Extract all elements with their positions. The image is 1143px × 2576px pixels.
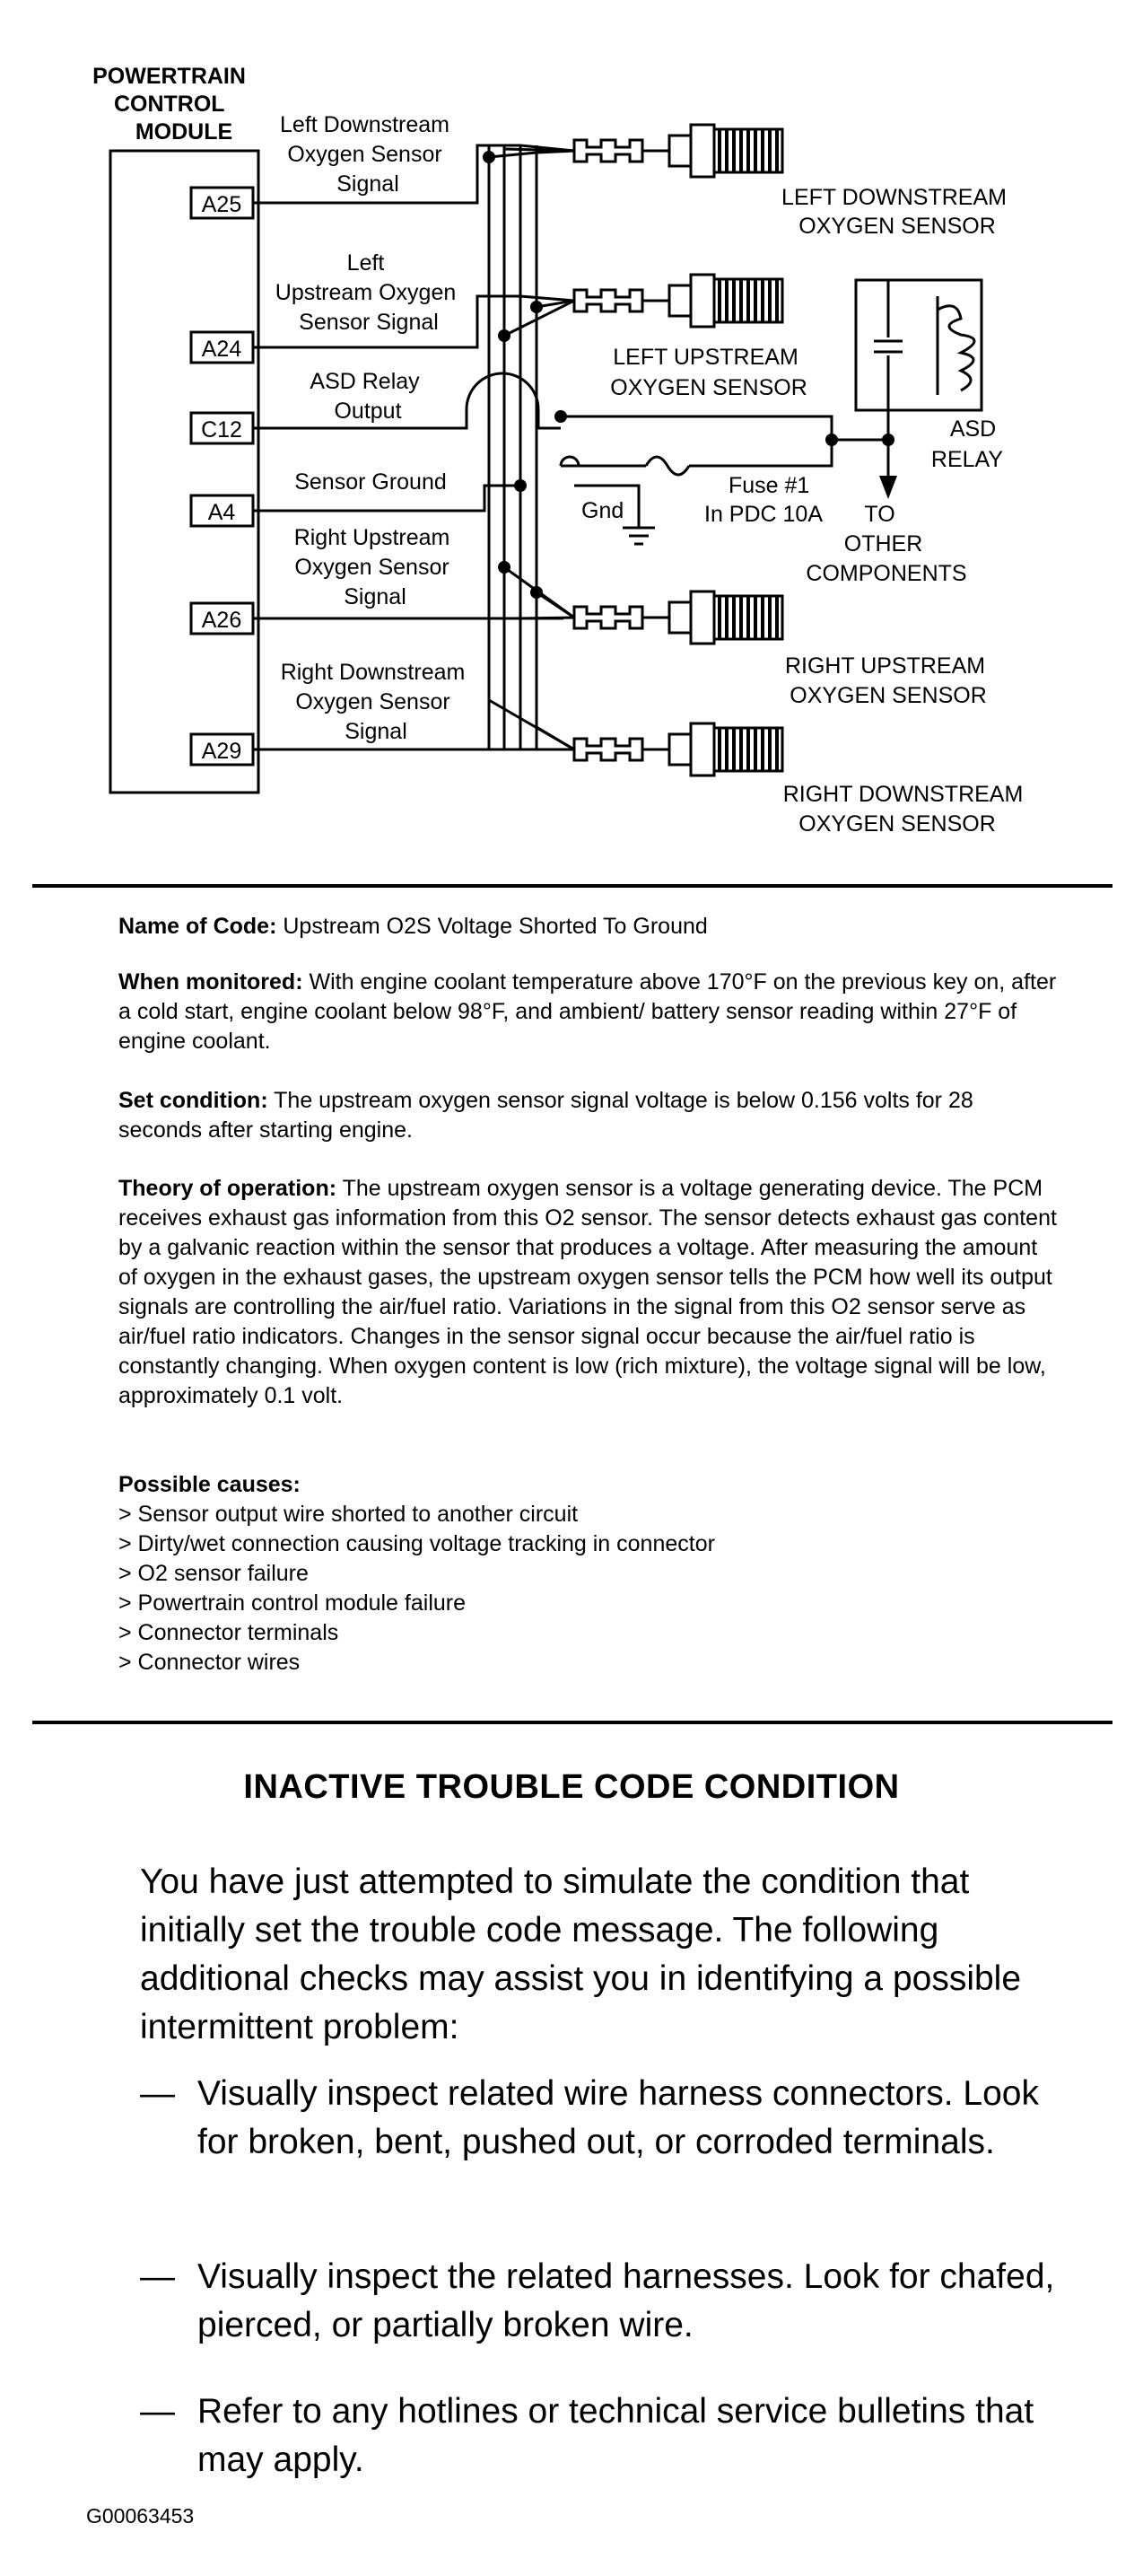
right-downstream-sensor-label: RIGHT DOWNSTREAM OXYGEN SENSOR	[782, 782, 1024, 837]
divider-top	[32, 884, 1112, 888]
name-of-code-label: Name of Code:	[118, 914, 277, 939]
theory-value: The upstream oxygen sensor is a voltage generating device. The PCM receives exhaust gas information from this O2 sensor. The sensor detects exhaust gas content by a galvanic reaction within the sensor that produces a voltage. After measuring the amount of oxygen in the exhaust gases, the upstream oxygen sensor tells the PCM how well its output signals are controlling the air/fuel ratio. Variations in the signal from this O2 sensor serve as air/fuel ratio indicators. Changes in the sensor signal occur because the air/fuel ratio is constantly changing. When oxygen content is low (rich mixture), the voltage signal will be low, approximately 0.1 volt.	[118, 1176, 1057, 1408]
ground-symbol	[623, 528, 655, 544]
svg-text:A26: A26	[201, 608, 242, 633]
asd-relay-output-label: ASD Relay Output	[310, 369, 420, 424]
check-text: Visually inspect the related harnesses. Look for chafed, pierced, or partially broken wire.	[197, 2257, 1055, 2344]
check-item	[140, 2070, 1055, 2167]
pin-box	[191, 495, 253, 526]
svg-text:A29: A29	[201, 739, 242, 764]
when-monitored-value: With engine coolant temperature above 170°F on the previous key on, after a cold start, engine coolant below 98°F, and ambient/ battery sensor reading within 27°F of engine coolant.	[118, 969, 1057, 1054]
left-upstream-sensor	[574, 275, 782, 327]
cause-item: > Dirty/wet connection causing voltage tracking in connector	[118, 1531, 715, 1556]
theory-label: Theory of operation:	[118, 1176, 337, 1201]
fuse-label: Fuse #1 In PDC 10A	[704, 473, 824, 527]
figure-id: G00063453	[86, 2504, 195, 2528]
divider-middle	[32, 1721, 1112, 1724]
dash-bullet: —	[140, 2074, 175, 2113]
set-condition	[118, 1086, 1060, 1145]
when-monitored-label: When monitored:	[118, 969, 303, 994]
right-downstream-sensor	[574, 723, 782, 775]
set-condition-value: The upstream oxygen sensor signal voltage is below 0.156 volts for 28 seconds after starting engine.	[118, 1088, 973, 1143]
pcm-title-line: MODULE	[135, 119, 233, 145]
sensor-ground-label: Sensor Ground	[294, 469, 447, 495]
set-condition-label: Set condition:	[118, 1088, 268, 1113]
right-upstream-sensor	[574, 591, 782, 644]
pin-box	[191, 413, 253, 443]
check-text: Refer to any hotlines or technical service bulletins that may apply.	[197, 2392, 1034, 2479]
svg-text:C12: C12	[201, 417, 242, 442]
dash-bullet: —	[140, 2257, 175, 2296]
left-downstream-sensor-label: LEFT DOWNSTREAM OXYGEN SENSOR	[781, 185, 1007, 239]
name-of-code-value: Upstream O2S Voltage Shorted To Ground	[283, 914, 708, 939]
cause-item: > Sensor output wire shorted to another circuit	[118, 1502, 579, 1527]
check-item	[140, 2388, 1055, 2484]
cause-item: > Connector terminals	[118, 1620, 339, 1645]
check-text: Visually inspect related wire harness connectors. Look for broken, bent, pushed out, or corroded terminals.	[197, 2074, 1039, 2161]
svg-text:A4: A4	[207, 500, 236, 525]
left-downstream-sensor	[574, 125, 782, 177]
causes-list	[118, 1500, 1060, 1678]
pcm-title	[92, 64, 252, 145]
right-downstream-signal-label: Right Downstream Oxygen Sensor Signal	[280, 660, 466, 744]
check-item	[140, 2253, 1055, 2350]
pin-box	[191, 332, 253, 363]
svg-text:A24: A24	[201, 337, 242, 362]
theory-of-operation	[118, 1174, 1060, 1411]
cause-item: > Powertrain control module failure	[118, 1590, 466, 1616]
left-upstream-signal-label: Left Upstream Oxygen Sensor Signal	[275, 250, 457, 335]
dash-bullet: —	[140, 2392, 175, 2431]
pin-box	[191, 603, 253, 634]
inactive-intro: You have just attempted to simulate the condition that initially set the trouble code message. The following additional checks may assist you in identifying a possible intermittent problem:	[140, 1862, 1022, 2046]
inactive-section-title: INACTIVE TROUBLE CODE CONDITION	[243, 1768, 900, 1806]
right-upstream-sensor-label: RIGHT UPSTREAM OXYGEN SENSOR	[784, 653, 987, 708]
asd-relay-label: ASD RELAY	[930, 416, 1004, 472]
possible-causes	[118, 1470, 1060, 1678]
cause-item: > O2 sensor failure	[118, 1561, 309, 1586]
when-monitored	[118, 968, 1060, 1056]
name-of-code	[118, 912, 1060, 942]
left-upstream-sensor-label: LEFT UPSTREAM OXYGEN SENSOR	[610, 345, 807, 400]
to-other-arrow	[879, 476, 897, 499]
to-other-components-label: TO OTHER COMPONENTS	[806, 502, 967, 586]
pin-box	[191, 734, 253, 765]
right-upstream-signal-label: Right Upstream Oxygen Sensor Signal	[293, 525, 450, 609]
cause-item: > Connector wires	[118, 1650, 301, 1675]
svg-text:A25: A25	[201, 192, 242, 217]
possible-causes-label: Possible causes:	[118, 1472, 301, 1497]
pcm-box	[110, 151, 258, 793]
pcm-title-line: CONTROL	[113, 92, 225, 117]
pin-box	[191, 188, 253, 218]
pcm-title-line: POWERTRAIN	[92, 64, 246, 89]
wiring-diagram	[0, 0, 1143, 862]
gnd-label: Gnd	[581, 498, 624, 523]
left-downstream-signal-label: Left Downstream Oxygen Sensor Signal	[280, 112, 450, 197]
